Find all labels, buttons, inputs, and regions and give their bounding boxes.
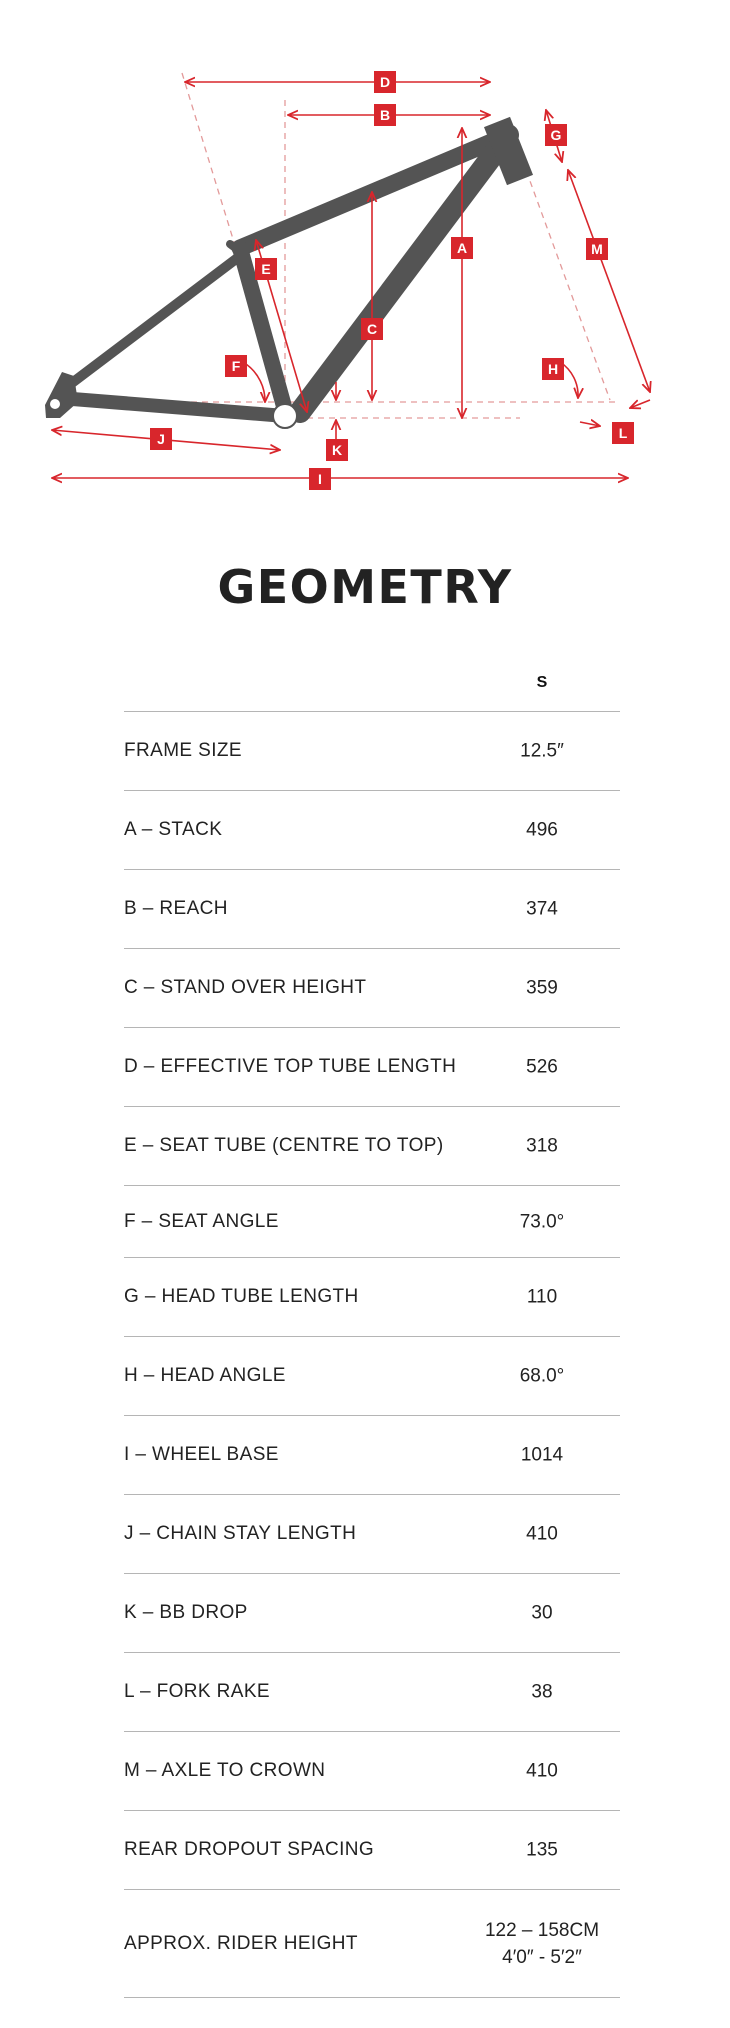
table-row [124, 1028, 620, 1107]
bike-frame-diagram [0, 0, 730, 520]
table-row [124, 1574, 620, 1653]
row-label: B – REACH [124, 898, 228, 919]
table-row [124, 1337, 620, 1416]
svg-text:G: G [550, 127, 562, 143]
table-row [124, 949, 620, 1028]
marker-H [542, 358, 564, 380]
marker-K [326, 439, 348, 461]
row-value: 410 [526, 1760, 558, 1782]
svg-text:C: C [366, 321, 378, 337]
marker-D [374, 71, 396, 93]
marker-C [361, 318, 383, 340]
size-column-header: S [536, 674, 548, 691]
row-value: 30 [531, 1602, 553, 1624]
marker-E [255, 258, 277, 280]
table-row [124, 1890, 620, 1998]
row-value: 496 [526, 819, 558, 841]
row-value: 135 [526, 1839, 558, 1861]
svg-text:I: I [318, 471, 322, 487]
rider-height-cm: 122 – 158CM [484, 1919, 600, 1941]
table-row [124, 712, 620, 791]
marker-F [225, 355, 247, 377]
table-row [124, 1258, 620, 1337]
table-row [124, 1811, 620, 1890]
rider-height-ft: 4′0″ - 5′2″ [502, 1946, 582, 1968]
row-value: 73.0° [519, 1211, 565, 1232]
row-value: 38 [531, 1681, 553, 1703]
bottom-bracket [273, 404, 297, 428]
table-row [124, 1732, 620, 1811]
marker-L [612, 422, 634, 444]
row-label: K – BB DROP [124, 1602, 248, 1623]
row-value: 68.0° [519, 1365, 565, 1387]
geometry-table [124, 662, 620, 1998]
marker-J [150, 428, 172, 450]
svg-text:A: A [456, 240, 468, 256]
row-value: 318 [526, 1135, 558, 1157]
table-header [124, 662, 620, 712]
row-value: 410 [526, 1523, 558, 1545]
row-value: 374 [526, 898, 558, 920]
dropout-hole [50, 399, 60, 409]
table-row [124, 1653, 620, 1732]
svg-text:H: H [547, 361, 559, 377]
row-label: D – EFFECTIVE TOP TUBE LENGTH [124, 1056, 457, 1077]
marker-M [586, 238, 608, 260]
marker-B [374, 104, 396, 126]
row-label: APPROX. RIDER HEIGHT [124, 1932, 358, 1954]
row-label: I – WHEEL BASE [124, 1444, 279, 1465]
table-row [124, 1107, 620, 1186]
svg-text:M: M [591, 241, 603, 257]
row-value: 526 [526, 1056, 558, 1078]
table-row [124, 1186, 620, 1258]
row-value: 359 [526, 977, 558, 999]
svg-text:D: D [379, 74, 391, 90]
table-row [124, 1495, 620, 1574]
svg-text:F: F [231, 358, 241, 374]
row-label: L – FORK RAKE [124, 1681, 270, 1702]
table-row [124, 870, 620, 949]
svg-text:B: B [379, 107, 391, 123]
table-row [124, 791, 620, 870]
svg-text:E: E [261, 261, 271, 277]
page-title: GEOMETRY [217, 560, 513, 614]
row-value: 1014 [520, 1444, 564, 1466]
row-value: 12.5″ [520, 740, 564, 762]
svg-text:J: J [157, 431, 165, 447]
row-label: G – HEAD TUBE LENGTH [124, 1286, 359, 1307]
marker-A [451, 237, 473, 259]
row-label: C – STAND OVER HEIGHT [124, 977, 367, 998]
row-label: FRAME SIZE [124, 740, 243, 761]
row-label: M – AXLE TO CROWN [124, 1760, 326, 1781]
bike-frame [60, 122, 520, 416]
svg-text:K: K [331, 442, 343, 458]
table-row [124, 1416, 620, 1495]
row-label: H – HEAD ANGLE [124, 1365, 286, 1386]
row-label: E – SEAT TUBE (CENTRE TO TOP) [124, 1135, 444, 1156]
row-value: 110 [526, 1286, 558, 1308]
geometry-diagram [0, 0, 730, 520]
marker-I [309, 468, 331, 490]
row-label: A – STACK [124, 819, 223, 840]
svg-text:L: L [618, 425, 628, 441]
row-label: REAR DROPOUT SPACING [124, 1839, 375, 1860]
row-label: J – CHAIN STAY LENGTH [124, 1523, 357, 1544]
row-value [484, 1917, 600, 1971]
rear-dropout [45, 372, 78, 418]
marker-G [545, 124, 567, 146]
row-label: F – SEAT ANGLE [124, 1210, 279, 1232]
